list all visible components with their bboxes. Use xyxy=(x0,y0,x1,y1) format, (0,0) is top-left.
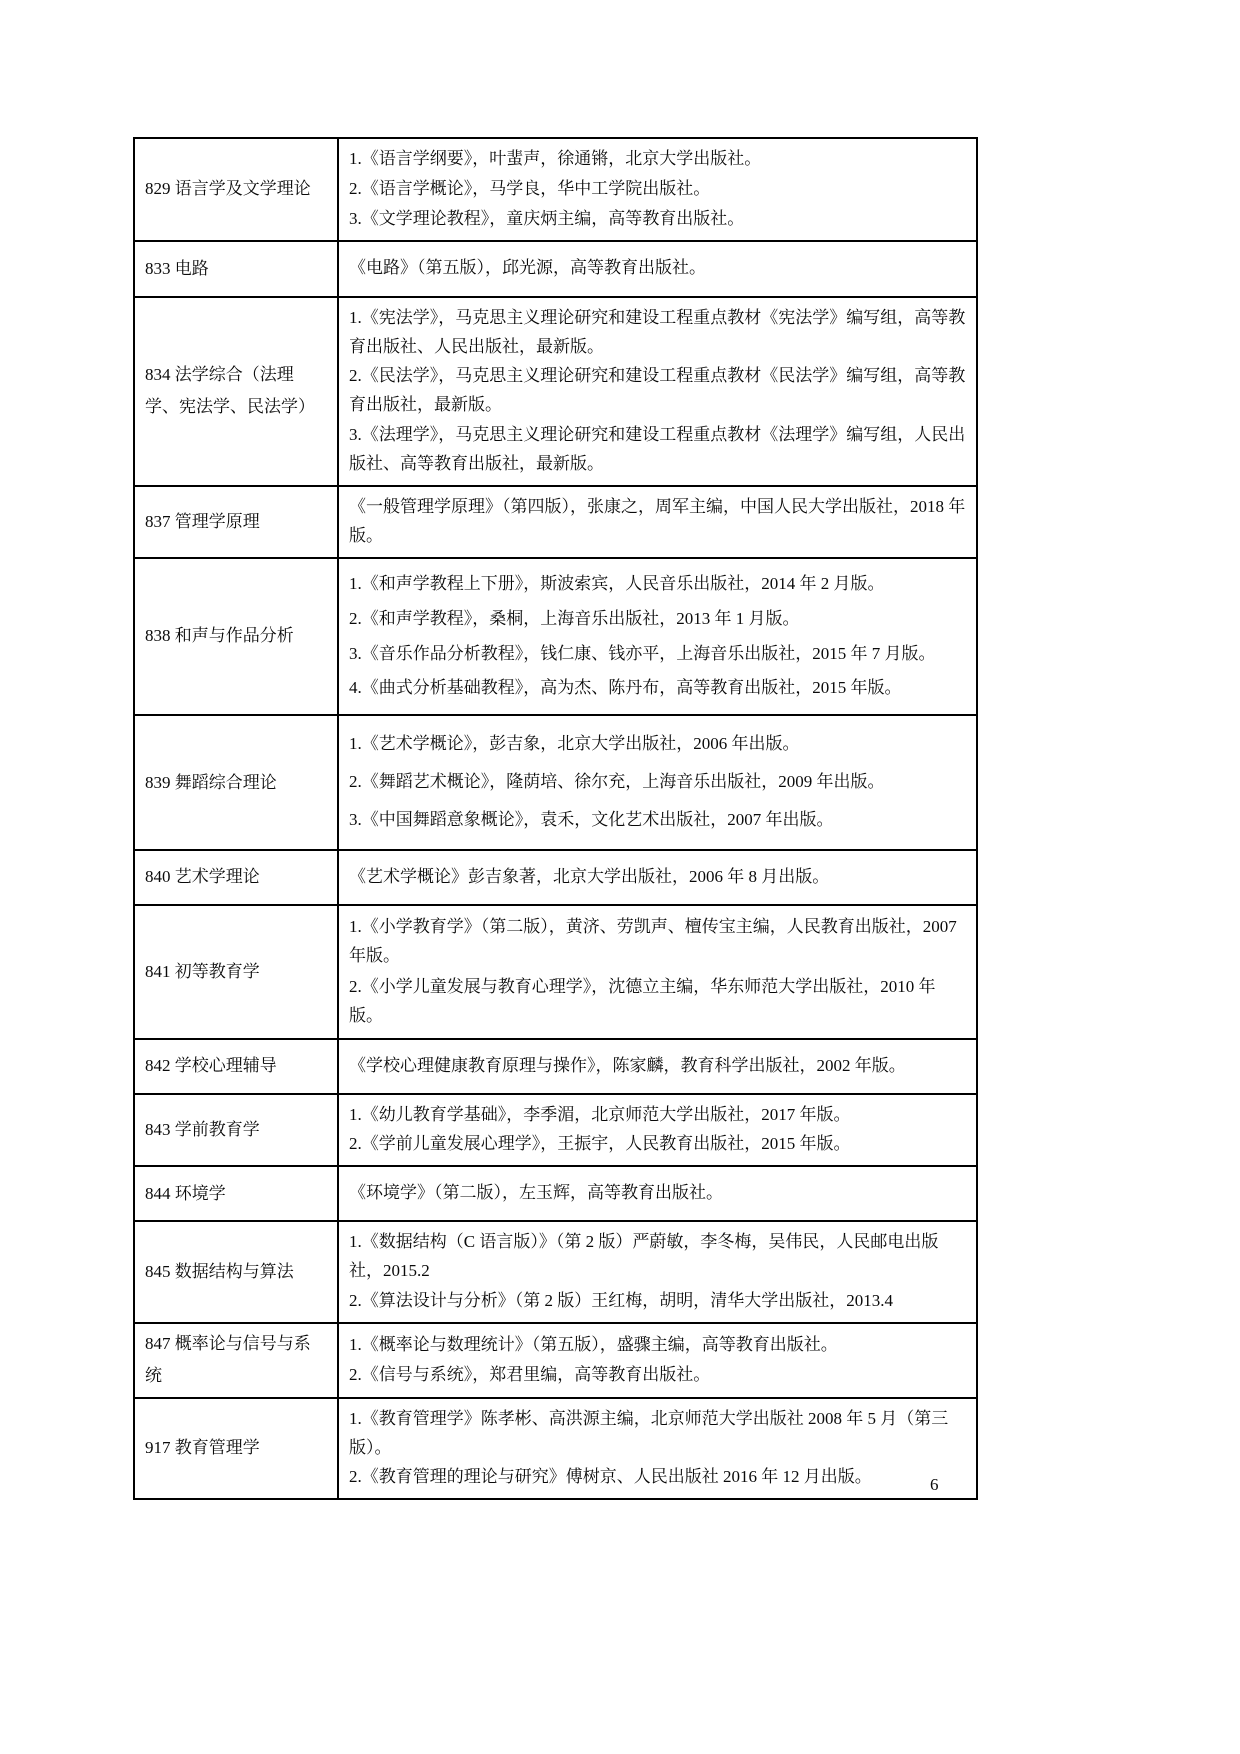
table-row xyxy=(134,1039,977,1094)
table-row xyxy=(134,1094,977,1167)
reference-books-table-body xyxy=(134,138,977,1499)
table-row xyxy=(134,1323,977,1398)
book-entry: 1.《小学教育学》（第二版），黄济、劳凯声、檀传宝主编，人民教育出版社，2007 年版。 xyxy=(349,917,957,965)
book-list-cell xyxy=(338,1221,977,1323)
table-row xyxy=(134,850,977,905)
book-entry: 《电路》（第五版），邱光源，高等教育出版社。 xyxy=(349,258,706,278)
table-row xyxy=(134,558,977,716)
subject-code-cell: 840 艺术学理论 xyxy=(134,850,338,905)
table-row xyxy=(134,486,977,558)
book-list-cell xyxy=(338,1398,977,1500)
book-list-cell xyxy=(338,297,977,486)
table-row xyxy=(134,1398,977,1500)
book-list-cell xyxy=(338,850,977,905)
book-entry: 1.《和声学教程上下册》，斯波索宾，人民音乐出版社，2014 年 2 月版。 xyxy=(349,573,885,593)
book-entry: 1.《概率论与数理统计》（第五版），盛骤主编，高等教育出版社。 xyxy=(349,1334,838,1354)
page-number: 6 xyxy=(930,1475,939,1494)
book-entry: 2.《民法学》，马克思主义理论研究和建设工程重点教材《民法学》编写组，高等教育出版社，最新版。 xyxy=(349,366,966,415)
book-entry: 2.《舞蹈艺术概论》，隆荫培、徐尔充，上海音乐出版社，2009 年出版。 xyxy=(349,772,885,792)
book-entry: 4.《曲式分析基础教程》，高为杰、陈丹布，高等教育出版社，2015 年版。 xyxy=(349,678,902,698)
book-list-cell xyxy=(338,905,977,1039)
book-entry: 2.《小学儿童发展与教育心理学》，沈德立主编，华东师范大学出版社，2010 年版。 xyxy=(349,976,936,1025)
book-entry: 3.《中国舞蹈意象概论》，袁禾，文化艺术出版社，2007 年出版。 xyxy=(349,810,834,830)
book-entry: 《艺术学概论》彭吉象著，北京大学出版社，2006 年 8 月出版。 xyxy=(349,867,830,887)
subject-code-cell: 834 法学综合（法理学、宪法学、民法学） xyxy=(134,297,338,486)
book-entry: 1.《幼儿教育学基础》，李季湄，北京师范大学出版社，2017 年版。 xyxy=(349,1104,851,1124)
book-entry: 1.《艺术学概论》，彭吉象，北京大学出版社，2006 年出版。 xyxy=(349,734,800,754)
book-list-cell xyxy=(338,1166,977,1221)
book-entry: 1.《宪法学》，马克思主义理论研究和建设工程重点教材《宪法学》编写组，高等教育出版社、人民出版社，最新版。 xyxy=(349,307,966,356)
table-row xyxy=(134,905,977,1039)
table-row xyxy=(134,1221,977,1323)
book-list-cell xyxy=(338,558,977,716)
book-list-cell xyxy=(338,486,977,558)
book-entry: 1.《数据结构（C 语言版）》（第 2 版）严蔚敏，李冬梅，吴伟民，人民邮电出版社，2015.2 xyxy=(349,1232,939,1281)
book-list-cell xyxy=(338,138,977,241)
book-list-cell xyxy=(338,1094,977,1167)
subject-code-cell: 839 舞蹈综合理论 xyxy=(134,715,338,850)
subject-code-cell: 845 数据结构与算法 xyxy=(134,1221,338,1323)
book-list-cell xyxy=(338,715,977,850)
book-entry: 2.《信号与系统》，郑君里编，高等教育出版社。 xyxy=(349,1364,711,1384)
table-row xyxy=(134,138,977,241)
subject-code-cell: 838 和声与作品分析 xyxy=(134,558,338,716)
book-entry: 2.《学前儿童发展心理学》，王振宇，人民教育出版社，2015 年版。 xyxy=(349,1134,851,1154)
book-entry: 3.《音乐作品分析教程》，钱仁康、钱亦平，上海音乐出版社，2015 年 7 月版。 xyxy=(349,643,936,663)
table-row xyxy=(134,297,977,486)
subject-code-cell: 833 电路 xyxy=(134,241,338,297)
book-list-cell xyxy=(338,1039,977,1094)
subject-code-cell: 843 学前教育学 xyxy=(134,1094,338,1167)
book-entry: 2.《语言学概论》，马学良，华中工学院出版社。 xyxy=(349,178,711,198)
book-entry: 《一般管理学原理》（第四版），张康之，周军主编，中国人民大学出版社，2018 年版。 xyxy=(349,497,966,545)
book-list-cell xyxy=(338,241,977,297)
subject-code-cell: 829 语言学及文学理论 xyxy=(134,138,338,241)
book-entry: 2.《和声学教程》，桑桐，上海音乐出版社，2013 年 1 月版。 xyxy=(349,608,800,628)
book-entry: 1.《教育管理学》陈孝彬、高洪源主编，北京师范大学出版社 2008 年 5 月（第三版）。 xyxy=(349,1408,949,1457)
table-row xyxy=(134,241,977,297)
book-entry: 《环境学》（第二版），左玉辉，高等教育出版社。 xyxy=(349,1183,723,1203)
subject-code-cell: 847 概率论与信号与系统 xyxy=(134,1323,338,1398)
book-entry: 2.《算法设计与分析》（第 2 版）王红梅，胡明，清华大学出版社，2013.4 xyxy=(349,1291,893,1311)
subject-code-cell: 917 教育管理学 xyxy=(134,1398,338,1500)
subject-code-cell: 837 管理学原理 xyxy=(134,486,338,558)
book-entry: 3.《法理学》，马克思主义理论研究和建设工程重点教材《法理学》编写组，人民出版社、高等教育出版社，最新版。 xyxy=(349,425,966,474)
book-list-cell xyxy=(338,1323,977,1398)
book-entry: 1.《语言学纲要》，叶蜚声，徐通锵，北京大学出版社。 xyxy=(349,149,762,168)
table-row xyxy=(134,715,977,850)
subject-code-cell: 842 学校心理辅导 xyxy=(134,1039,338,1094)
reference-books-table xyxy=(133,137,978,1500)
table-row xyxy=(134,1166,977,1221)
book-entry: 2.《教育管理的理论与研究》傅树京、人民出版社 2016 年 12 月出版。 xyxy=(349,1467,872,1487)
book-entry: 3.《文学理论教程》，童庆炳主编，高等教育出版社。 xyxy=(349,208,745,228)
book-entry: 《学校心理健康教育原理与操作》，陈家麟，教育科学出版社，2002 年版。 xyxy=(349,1055,906,1075)
subject-code-cell: 841 初等教育学 xyxy=(134,905,338,1039)
subject-code-cell: 844 环境学 xyxy=(134,1166,338,1221)
